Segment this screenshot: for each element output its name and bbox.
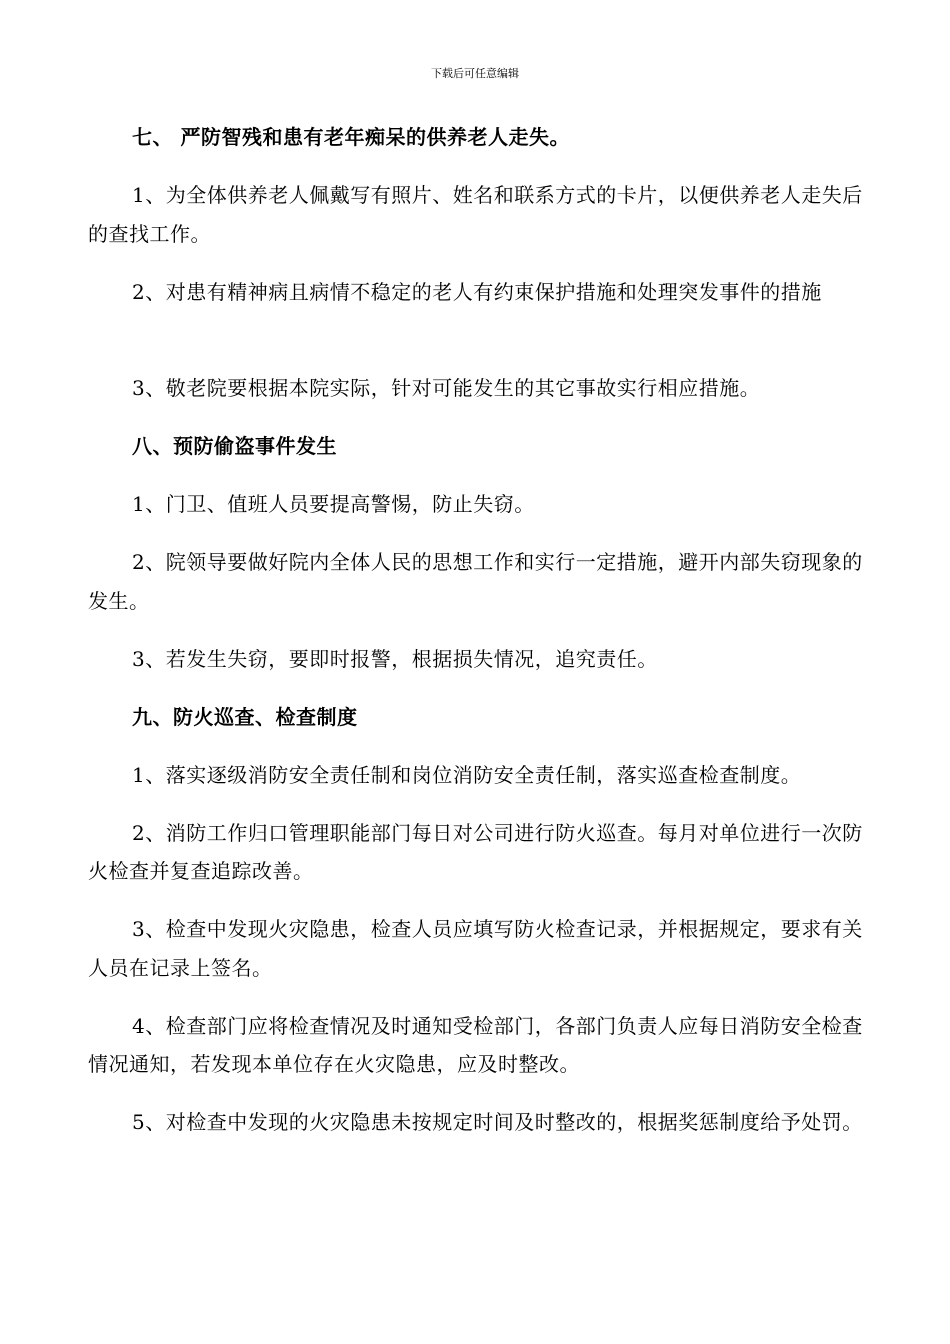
- paragraph-8-2: 2、院领导要做好院内全体人民的思想工作和实行一定措施，避开内部失窃现象的发生。: [88, 550, 863, 613]
- paragraph-9-3: 3、检查中发现火灾隐患，检查人员应填写防火检查记录，并根据规定，要求有关人员在记录上签名。: [88, 917, 863, 980]
- paragraph-9-5: 5、对检查中发现的火灾隐患未按规定时间及时整改的，根据奖惩制度给予处罚。: [132, 1110, 863, 1134]
- paragraph-9-1: 1、落实逐级消防安全责任制和岗位消防安全责任制，落实巡查检查制度。: [132, 762, 802, 787]
- paragraph-7-2: 2、对患有精神病且病情不稳定的老人有约束保护措施和处理突发事件的措施: [132, 279, 822, 304]
- paragraph-9-4: 4、检查部门应将检查情况及时通知受检部门，各部门负责人应每日消防安全检查情况通知，若发现本单位存在火灾隐患，应及时整改。: [88, 1013, 863, 1076]
- paragraph-7-1: 1、为全体供养老人佩戴写有照片、姓名和联系方式的卡片，以便供养老人走失后的查找工作。: [88, 183, 863, 246]
- paragraph-7-3: 3、敬老院要根据本院实际，针对可能发生的其它事故实行相应措施。: [132, 376, 761, 400]
- section-heading-8: 八、预防偷盗事件发生: [132, 434, 337, 458]
- section-heading-7: 七、 严防智残和患有老年痴呆的供养老人走失。: [132, 125, 570, 149]
- page-header: 下载后可任意编辑: [431, 67, 519, 80]
- section-heading-9: 九、防火巡查、检查制度: [132, 704, 358, 729]
- paragraph-9-2: 2、消防工作归口管理职能部门每日对公司进行防火巡查。每月对单位进行一次防火检查并复查追踪改善。: [88, 820, 863, 883]
- paragraph-8-3: 3、若发生失窃，要即时报警，根据损失情况，追究责任。: [132, 646, 658, 671]
- paragraph-8-1: 1、门卫、值班人员要提高警惕，防止失窃。: [132, 492, 535, 516]
- document-body: [88, 118, 863, 1200]
